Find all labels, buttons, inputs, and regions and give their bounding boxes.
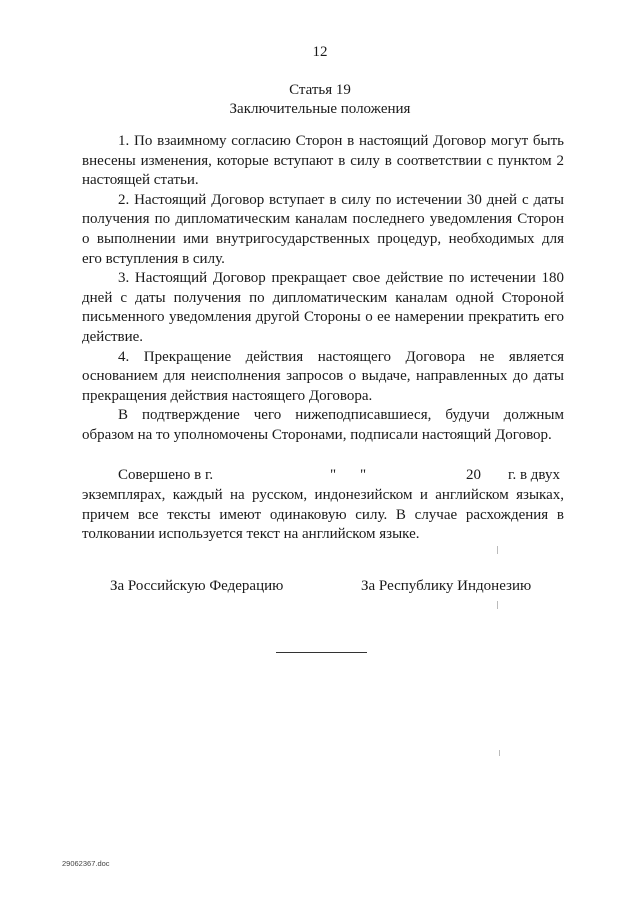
signature-russia: За Российскую Федерацию xyxy=(110,578,284,594)
scan-mark xyxy=(499,750,500,756)
completion-clause xyxy=(82,466,564,545)
scan-mark xyxy=(497,601,498,609)
signature-indonesia: За Республику Индонезию xyxy=(361,578,532,594)
completion-text: экземплярах, каждый на русском, индонезийском и английском языках, причем все тексты имеют одинаковую силу. В случае расхождения в толковании используется текст на английском языке. xyxy=(82,487,564,543)
footer-filename: 29062367.doc xyxy=(62,859,110,868)
witness-paragraph: В подтверждение чего нижеподписавшиеся, будучи должным образом на то уполномочены Сторонами, подписали настоящий Договор. xyxy=(82,407,564,443)
article-subtitle: Заключительные положения xyxy=(229,101,411,117)
article-body xyxy=(82,132,564,446)
clause-paragraph-1: 1. По взаимному согласию Сторон в настоящий Договор могут быть внесены изменения, которые вступают в силу в соответствии с пунктом 2 настоящей статьи. xyxy=(82,133,564,189)
clause-paragraph-4: 4. Прекращение действия настоящего Договора не является основанием для неисполнения запросов о выдаче, направленных до даты прекращения действия настоящего Договора. xyxy=(82,348,564,404)
page-number: 12 xyxy=(312,44,328,60)
clause-paragraph-3: 3. Настоящий Договор прекращает свое действие по истечении 180 дней с даты получения по дипломатическим каналам одной Стороной письменного уведомления другой Стороны о ее намерении прекратить его действие. xyxy=(82,270,564,345)
end-rule xyxy=(276,652,367,653)
completion-year: 20 xyxy=(466,467,481,483)
completion-copies-label: г. в двух xyxy=(508,467,560,483)
scan-mark xyxy=(497,546,498,554)
date-quote-open: " xyxy=(330,467,337,483)
clause-paragraph-2: 2. Настоящий Договор вступает в силу по истечении 30 дней с даты получения по дипломатическим каналам последнего уведомления Сторон о выполнении ими внутригосударственных процедур, необходимых для его вступления в силу. xyxy=(82,191,564,267)
completion-place-label: Совершено в г. xyxy=(118,467,214,483)
completion-first-line xyxy=(82,466,564,486)
article-title: Статья 19 xyxy=(289,82,351,98)
date-quote-close: " xyxy=(360,467,367,483)
article-heading xyxy=(0,81,640,119)
